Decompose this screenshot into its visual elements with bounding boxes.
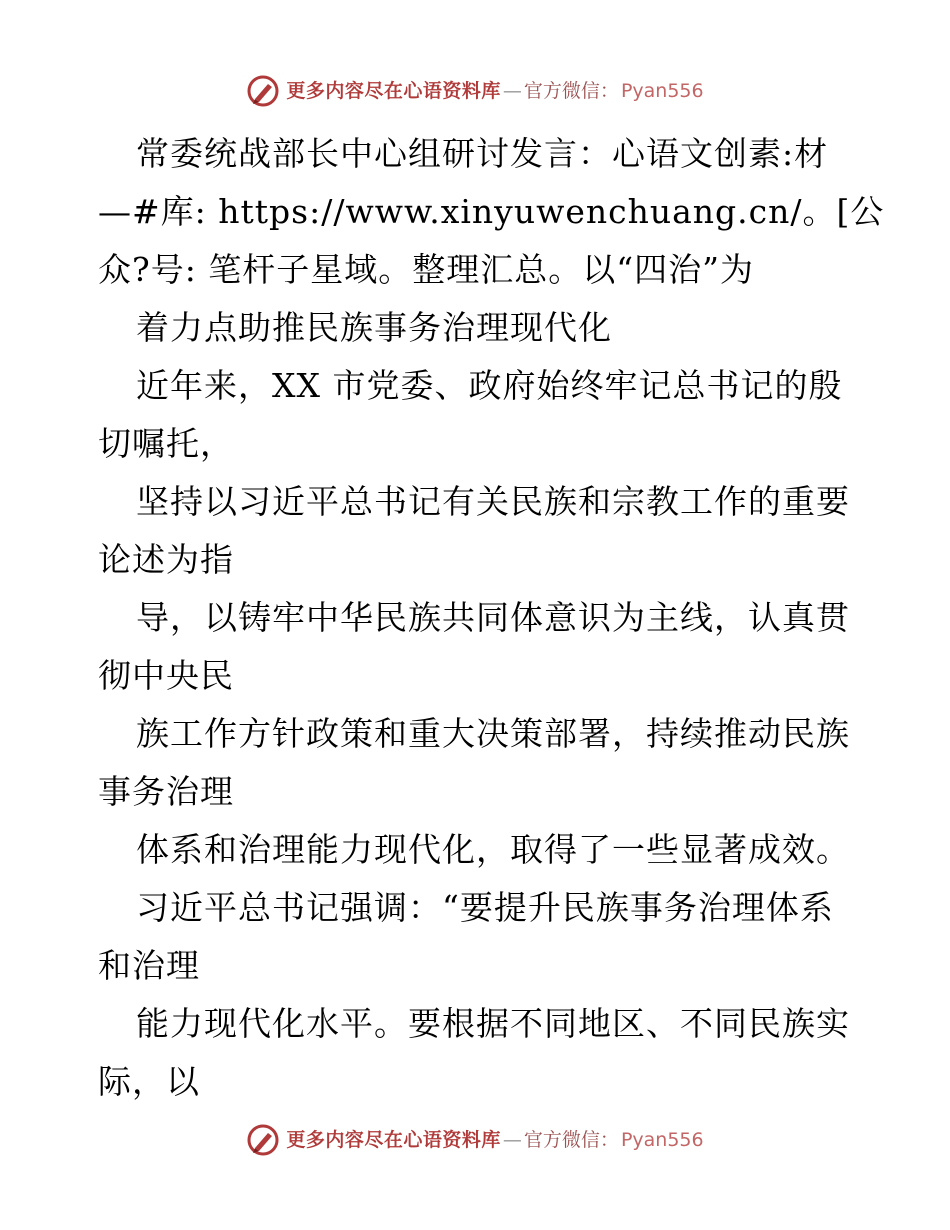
- header-banner: [0, 71, 950, 111]
- footer-banner: [0, 1120, 950, 1160]
- banner-official-label: 官方微信：: [523, 79, 619, 102]
- text-line: 论述为指: [98, 540, 234, 579]
- document-body: [98, 125, 885, 1111]
- text-line: 导，以铸牢中华民族共同体意识为主线，认真贯: [136, 598, 850, 637]
- banner-dash: —: [502, 79, 522, 102]
- banner-title: 更多内容尽在心语资料库: [286, 1128, 501, 1151]
- banner-account: Pyan556: [620, 1128, 704, 1151]
- text-line: 着力点助推民族事务治理现代化: [136, 308, 612, 347]
- text-line: 族工作方针政策和重大决策部署，持续推动民族: [136, 714, 850, 753]
- pen-logo-icon: [246, 1123, 280, 1157]
- pen-logo-icon: [246, 74, 280, 108]
- text-line: 切嘱托，: [98, 424, 234, 463]
- text-line: 彻中央民: [98, 656, 234, 695]
- banner-dash: —: [502, 1128, 522, 1151]
- banner-title: 更多内容尽在心语资料库: [286, 79, 501, 102]
- text-line: —#库: https://www.xinyuwenchuang.cn/。[公: [98, 192, 885, 231]
- text-line: 体系和治理能力现代化，取得了一些显著成效。: [136, 830, 850, 869]
- text-line: 习近平总书记强调：“要提升民族事务治理体系: [136, 888, 834, 927]
- banner-official-label: 官方微信：: [523, 1128, 619, 1151]
- text-line: 常委统战部长中心组研讨发言：心语文创素:材: [136, 134, 829, 173]
- text-line: 和治理: [98, 946, 200, 985]
- text-line: 坚持以习近平总书记有关民族和宗教工作的重要: [136, 482, 850, 521]
- text-line: 际，以: [98, 1062, 200, 1101]
- banner-account: Pyan556: [620, 79, 704, 102]
- text-line: 近年来，XX 市党委、政府始终牢记总书记的殷: [136, 366, 843, 405]
- text-line: 能力现代化水平。要根据不同地区、不同民族实: [136, 1004, 850, 1043]
- text-line: 事务治理: [98, 772, 234, 811]
- text-line: 众?号: 笔杆子星域。整理汇总。以“四治”为: [98, 250, 755, 289]
